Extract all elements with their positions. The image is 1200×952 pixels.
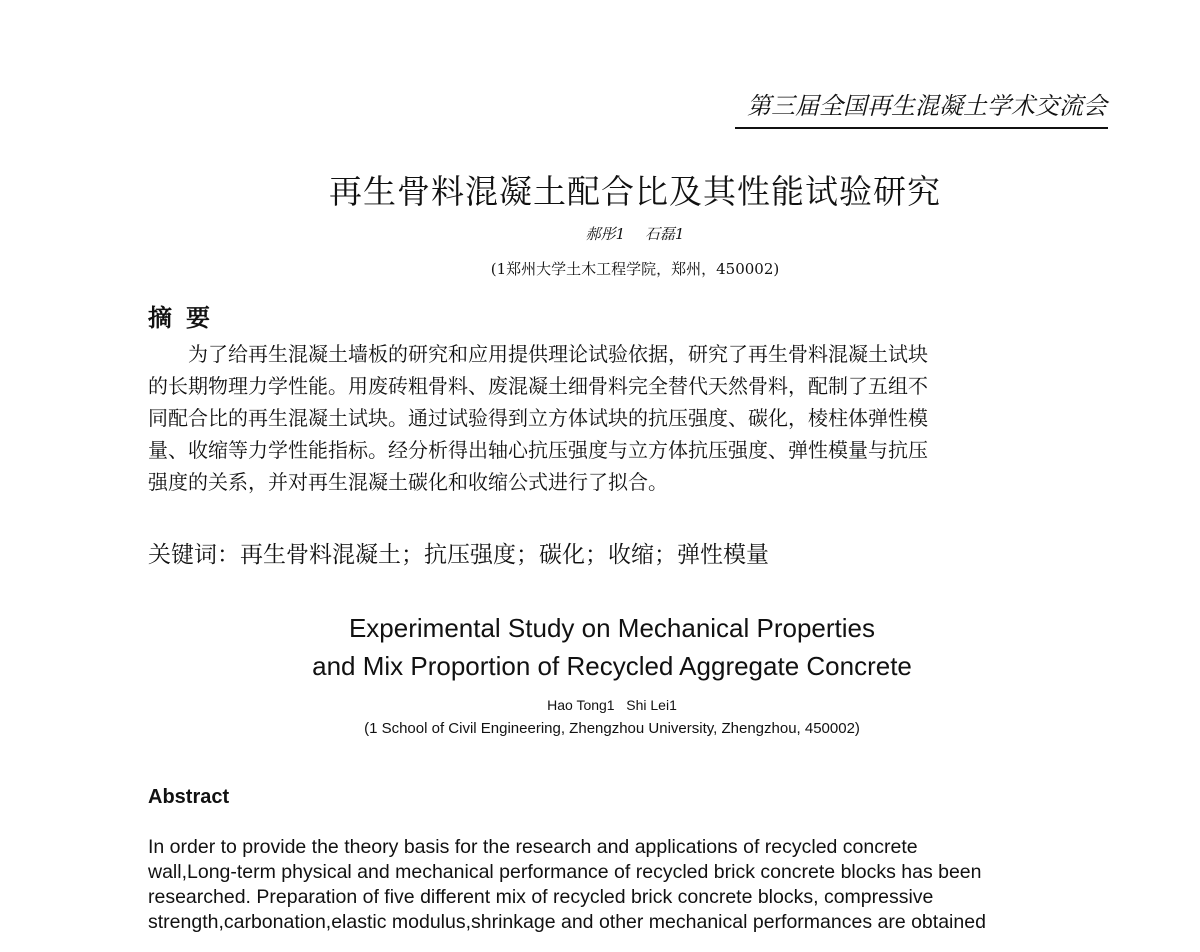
chinese-abstract-line: 量、收缩等力学性能指标。经分析得出轴心抗压强度与立方体抗压强度、弹性模量与抗压 [148, 438, 928, 462]
conference-header: 第三届全国再生混凝土学术交流会 [747, 92, 1107, 120]
chinese-title: 再生骨料混凝土配合比及其性能试验研究 [329, 172, 941, 211]
english-abstract-line: strength,carbonation,elastic modulus,shrinkage and other mechanical performances are obtained [148, 911, 986, 933]
english-abstract-line: researched. Preparation of five different mix of recycled brick concrete blocks, compressive [148, 886, 934, 908]
chinese-authors: 郝彤1 石磊1 [585, 225, 685, 243]
chinese-keywords: 关键词：再生骨料混凝土；抗压强度；碳化；收缩；弹性模量 [148, 542, 769, 568]
english-title-line: Experimental Study on Mechanical Properties [348, 613, 876, 643]
english-abstract-heading: Abstract [148, 786, 230, 808]
chinese-abstract-heading: 摘要 [148, 304, 224, 332]
english-affiliation: (1 School of Civil Engineering, Zhengzhou University, Zhengzhou, 450002) [364, 720, 860, 737]
chinese-affiliation: (1郑州大学土木工程学院，郑州，450002) [490, 260, 780, 278]
english-authors: Hao Tong1 Shi Lei1 [547, 697, 677, 713]
english-abstract-line: In order to provide the theory basis for the research and applications of recycled concrete [148, 836, 918, 858]
header-rule [735, 127, 1108, 129]
chinese-abstract-line: 强度的关系，并对再生混凝土碳化和收缩公式进行了拟合。 [148, 470, 668, 494]
chinese-abstract-line: 为了给再生混凝土墙板的研究和应用提供理论试验依据，研究了再生骨料混凝土试块 [148, 342, 928, 366]
chinese-abstract-line: 的长期物理力学性能。用废砖粗骨料、废混凝土细骨料完全替代天然骨料，配制了五组不 [148, 374, 928, 398]
english-title-line: and Mix Proportion of Recycled Aggregate Concrete [312, 651, 912, 681]
english-abstract-line: wall,Long-term physical and mechanical performance of recycled brick concrete blocks has been [148, 861, 982, 883]
chinese-abstract-line: 同配合比的再生混凝土试块。通过试验得到立方体试块的抗压强度、碳化，棱柱体弹性模 [148, 406, 928, 430]
